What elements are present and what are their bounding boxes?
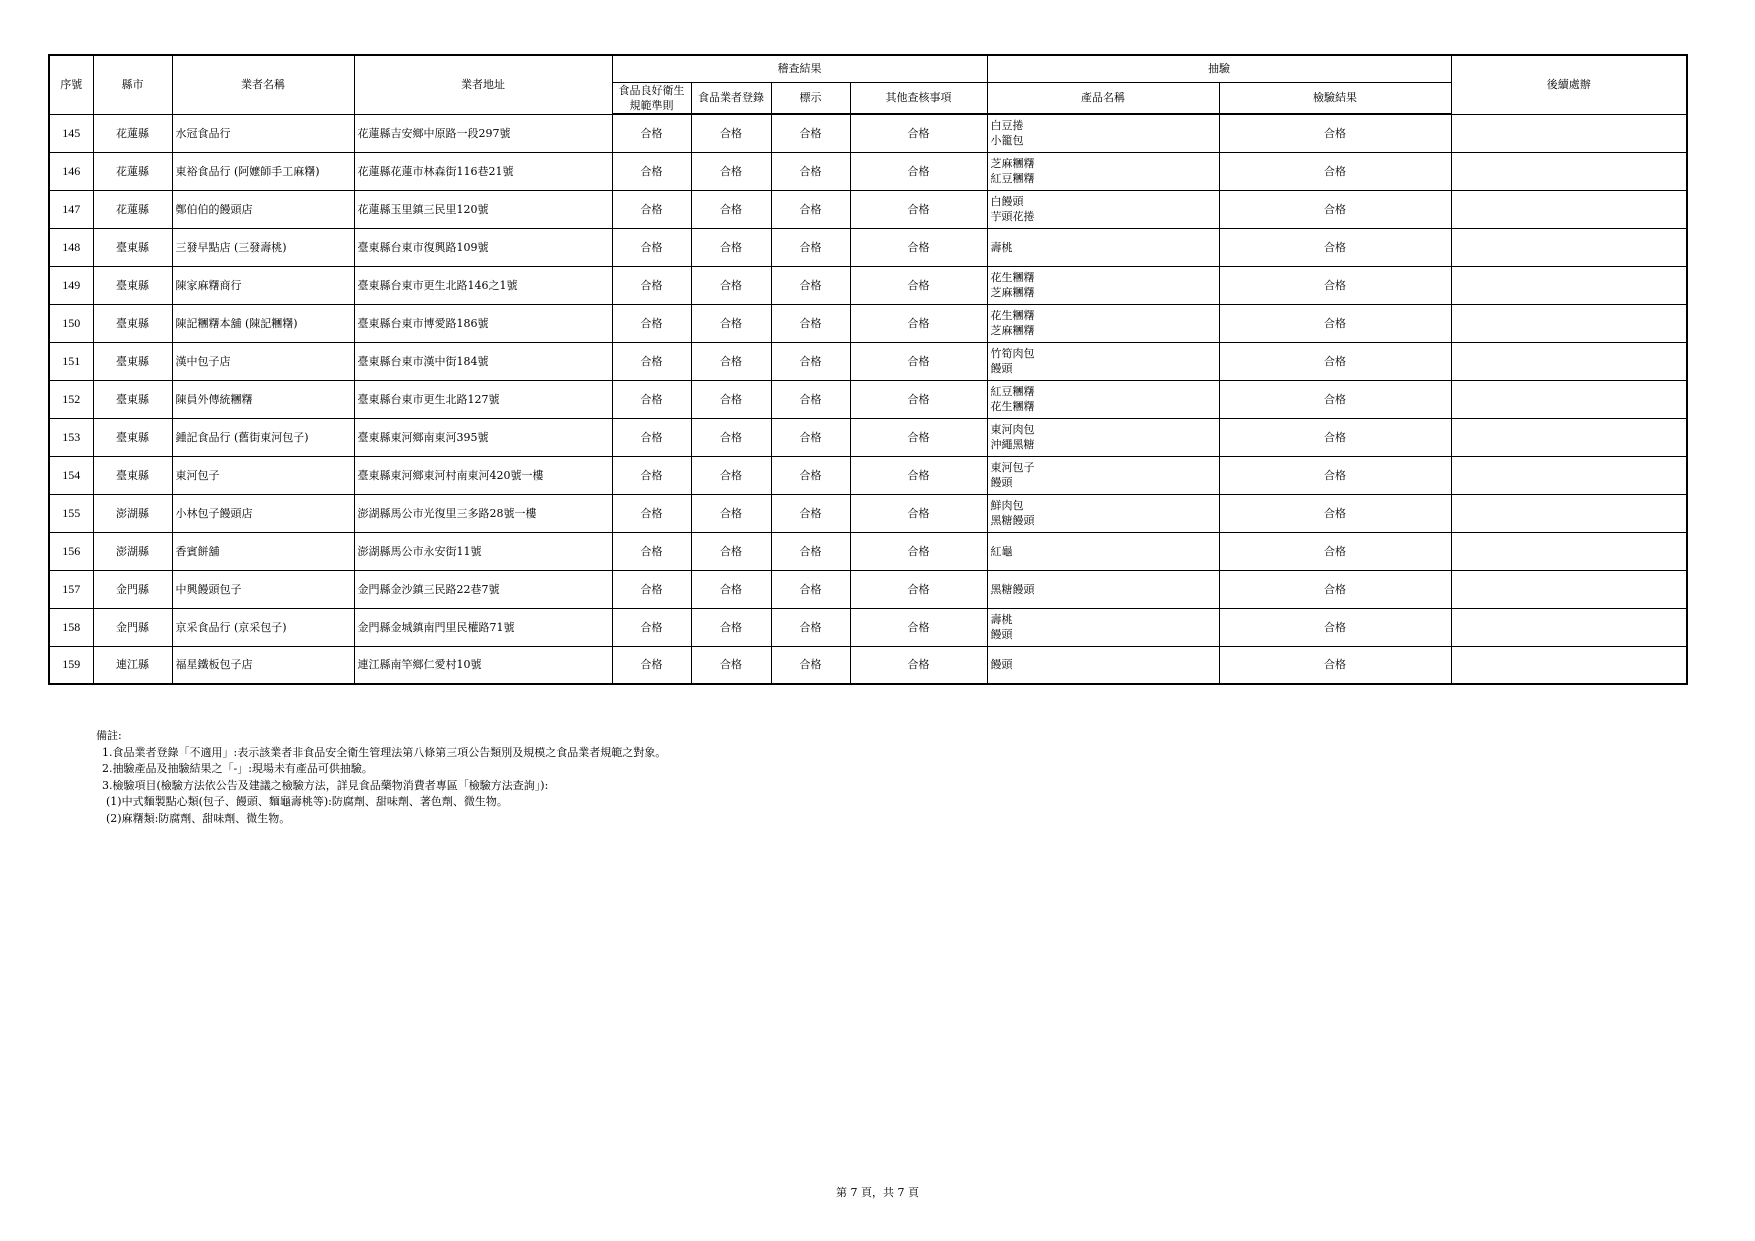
product-name: 鮮肉包	[990, 499, 1024, 512]
cell-registration: 合格	[691, 570, 771, 608]
table-body	[49, 114, 1687, 684]
cell-test-result: 合格	[1219, 532, 1451, 570]
cell-county: 金門縣	[93, 608, 172, 646]
cell-county: 連江縣	[93, 646, 172, 684]
product-name: 東河肉包	[990, 423, 1035, 436]
cell-labeling: 合格	[771, 380, 850, 418]
product-name: 紅豆糰糬	[990, 172, 1035, 185]
table-row	[49, 646, 1687, 684]
header-seq: 序號	[49, 55, 93, 114]
cell-vendor-name: 福星鐵板包子店	[172, 646, 354, 684]
cell-vendor-address: 花蓮縣花蓮市林森街116巷21號	[354, 152, 612, 190]
cell-ghp: 合格	[612, 342, 691, 380]
product-name: 饅頭	[990, 658, 1013, 672]
cell-registration: 合格	[691, 342, 771, 380]
cell-labeling: 合格	[771, 608, 850, 646]
cell-product-name	[987, 532, 1219, 570]
product-name: 沖繩黑糖	[990, 438, 1035, 451]
cell-county: 臺東縣	[93, 304, 172, 342]
cell-product-name	[987, 342, 1219, 380]
cell-product-name	[987, 228, 1219, 266]
cell-labeling: 合格	[771, 266, 850, 304]
cell-county: 花蓮縣	[93, 190, 172, 228]
cell-test-result: 合格	[1219, 266, 1451, 304]
cell-ghp: 合格	[612, 532, 691, 570]
notes	[96, 728, 666, 827]
cell-county: 臺東縣	[93, 228, 172, 266]
cell-other: 合格	[850, 570, 987, 608]
product-name: 白饅頭	[990, 195, 1024, 208]
table-row	[49, 494, 1687, 532]
cell-vendor-address: 臺東縣台東市復興路109號	[354, 228, 612, 266]
cell-test-result: 合格	[1219, 304, 1451, 342]
cell-product-name	[987, 190, 1219, 228]
cell-test-result: 合格	[1219, 114, 1451, 152]
cell-county: 花蓮縣	[93, 152, 172, 190]
header-labeling: 標示	[771, 82, 850, 114]
cell-seq: 157	[49, 570, 93, 608]
header-registration: 食品業者登錄	[691, 82, 771, 114]
cell-registration: 合格	[691, 228, 771, 266]
cell-other: 合格	[850, 190, 987, 228]
cell-follow-up	[1451, 114, 1687, 152]
table-row	[49, 456, 1687, 494]
cell-ghp: 合格	[612, 152, 691, 190]
cell-follow-up	[1451, 380, 1687, 418]
cell-vendor-address: 金門縣金城鎮南門里民權路71號	[354, 608, 612, 646]
cell-product-name	[987, 266, 1219, 304]
cell-ghp: 合格	[612, 456, 691, 494]
notes-title: 備註:	[96, 729, 122, 742]
cell-labeling: 合格	[771, 418, 850, 456]
cell-seq: 148	[49, 228, 93, 266]
cell-ghp: 合格	[612, 380, 691, 418]
cell-product-name	[987, 114, 1219, 152]
cell-registration: 合格	[691, 646, 771, 684]
cell-ghp: 合格	[612, 228, 691, 266]
cell-test-result: 合格	[1219, 456, 1451, 494]
cell-product-name	[987, 418, 1219, 456]
table-row	[49, 532, 1687, 570]
cell-other: 合格	[850, 152, 987, 190]
table-row	[49, 228, 1687, 266]
cell-vendor-address: 臺東縣台東市更生北路127號	[354, 380, 612, 418]
cell-ghp: 合格	[612, 266, 691, 304]
cell-follow-up	[1451, 532, 1687, 570]
cell-ghp: 合格	[612, 418, 691, 456]
cell-vendor-address: 臺東縣台東市博愛路186號	[354, 304, 612, 342]
cell-seq: 150	[49, 304, 93, 342]
cell-product-name	[987, 570, 1219, 608]
product-name: 芝麻糰糬	[990, 286, 1035, 299]
cell-test-result: 合格	[1219, 494, 1451, 532]
cell-county: 澎湖縣	[93, 494, 172, 532]
cell-registration: 合格	[691, 152, 771, 190]
cell-vendor-address: 花蓮縣玉里鎮三民里120號	[354, 190, 612, 228]
cell-labeling: 合格	[771, 494, 850, 532]
cell-product-name	[987, 304, 1219, 342]
cell-follow-up	[1451, 342, 1687, 380]
cell-registration: 合格	[691, 114, 771, 152]
cell-vendor-address: 花蓮縣吉安鄉中原路一段297號	[354, 114, 612, 152]
page-footer: 第 7 頁，共 7 頁	[836, 1186, 919, 1199]
cell-other: 合格	[850, 456, 987, 494]
cell-labeling: 合格	[771, 152, 850, 190]
cell-other: 合格	[850, 418, 987, 456]
table-row	[49, 152, 1687, 190]
cell-vendor-address: 金門縣金沙鎮三民路22巷7號	[354, 570, 612, 608]
cell-county: 臺東縣	[93, 380, 172, 418]
cell-vendor-name: 三發早點店 (三發壽桃)	[172, 228, 354, 266]
header-ghp: 食品良好衛生規範準則	[612, 82, 691, 114]
cell-ghp: 合格	[612, 190, 691, 228]
inspection-results-table	[48, 54, 1688, 685]
cell-ghp: 合格	[612, 646, 691, 684]
product-name: 竹筍肉包	[990, 347, 1035, 360]
product-name: 芋頭花捲	[990, 210, 1035, 223]
product-name: 饅頭	[990, 628, 1013, 641]
cell-seq: 146	[49, 152, 93, 190]
cell-registration: 合格	[691, 608, 771, 646]
cell-follow-up	[1451, 304, 1687, 342]
product-name: 壽桃	[990, 240, 1013, 254]
cell-test-result: 合格	[1219, 570, 1451, 608]
cell-follow-up	[1451, 570, 1687, 608]
cell-ghp: 合格	[612, 494, 691, 532]
cell-seq: 149	[49, 266, 93, 304]
cell-vendor-name: 鍾記食品行 (舊街東河包子)	[172, 418, 354, 456]
product-name: 黑糖饅頭	[990, 582, 1035, 596]
table-row	[49, 114, 1687, 152]
cell-test-result: 合格	[1219, 380, 1451, 418]
cell-product-name	[987, 494, 1219, 532]
cell-other: 合格	[850, 532, 987, 570]
cell-vendor-name: 東裕食品行 (阿嬤師手工麻糬)	[172, 152, 354, 190]
cell-follow-up	[1451, 152, 1687, 190]
product-name: 花生糰糬	[990, 271, 1035, 284]
cell-follow-up	[1451, 228, 1687, 266]
cell-county: 澎湖縣	[93, 532, 172, 570]
cell-seq: 159	[49, 646, 93, 684]
cell-vendor-name: 小林包子饅頭店	[172, 494, 354, 532]
cell-vendor-name: 陳家麻糬商行	[172, 266, 354, 304]
cell-other: 合格	[850, 494, 987, 532]
cell-test-result: 合格	[1219, 418, 1451, 456]
cell-seq: 154	[49, 456, 93, 494]
table-row	[49, 342, 1687, 380]
cell-county: 臺東縣	[93, 456, 172, 494]
header-sampling-group: 抽驗	[987, 55, 1451, 82]
table-row	[49, 304, 1687, 342]
cell-test-result: 合格	[1219, 190, 1451, 228]
cell-vendor-name: 香賓餅舖	[172, 532, 354, 570]
cell-labeling: 合格	[771, 114, 850, 152]
product-name: 花生糰糬	[990, 309, 1035, 322]
cell-county: 臺東縣	[93, 418, 172, 456]
product-name: 小籠包	[990, 134, 1024, 148]
cell-product-name	[987, 608, 1219, 646]
cell-vendor-address: 連江縣南竿鄉仁愛村10號	[354, 646, 612, 684]
product-name: 東河包子	[990, 461, 1035, 474]
table-row	[49, 608, 1687, 646]
cell-ghp: 合格	[612, 304, 691, 342]
product-name: 黑糖饅頭	[990, 514, 1035, 527]
table-row	[49, 266, 1687, 304]
cell-registration: 合格	[691, 190, 771, 228]
cell-labeling: 合格	[771, 570, 850, 608]
cell-test-result: 合格	[1219, 646, 1451, 684]
note-item: 2.抽驗產品及抽驗結果之「-」:現場未有產品可供抽驗。	[102, 762, 373, 775]
cell-test-result: 合格	[1219, 152, 1451, 190]
cell-vendor-name: 中興饅頭包子	[172, 570, 354, 608]
header-county: 縣市	[93, 55, 172, 114]
table-header	[49, 55, 1687, 114]
cell-other: 合格	[850, 266, 987, 304]
cell-labeling: 合格	[771, 228, 850, 266]
cell-follow-up	[1451, 608, 1687, 646]
cell-follow-up	[1451, 646, 1687, 684]
cell-vendor-name: 京采食品行 (京采包子)	[172, 608, 354, 646]
cell-ghp: 合格	[612, 608, 691, 646]
product-name: 花生糰糬	[990, 400, 1035, 413]
cell-labeling: 合格	[771, 304, 850, 342]
cell-labeling: 合格	[771, 190, 850, 228]
header-product-name: 產品名稱	[987, 82, 1219, 114]
cell-test-result: 合格	[1219, 342, 1451, 380]
cell-follow-up	[1451, 494, 1687, 532]
table-row	[49, 570, 1687, 608]
cell-vendor-address: 臺東縣台東市漢中街184號	[354, 342, 612, 380]
cell-follow-up	[1451, 418, 1687, 456]
product-name: 紅龜	[990, 544, 1013, 558]
cell-product-name	[987, 380, 1219, 418]
table-row	[49, 418, 1687, 456]
cell-other: 合格	[850, 114, 987, 152]
cell-seq: 152	[49, 380, 93, 418]
note-item: 1.食品業者登錄「不適用」:表示該業者非食品安全衛生管理法第八條第三項公告類別及規模之食品業者規範之對象。	[102, 745, 667, 759]
product-name: 芝麻糰糬	[990, 157, 1035, 170]
cell-other: 合格	[850, 304, 987, 342]
cell-test-result: 合格	[1219, 228, 1451, 266]
cell-seq: 158	[49, 608, 93, 646]
cell-vendor-name: 陳記糰糬本舖 (陳記糰糬)	[172, 304, 354, 342]
cell-seq: 151	[49, 342, 93, 380]
note-item: 3.檢驗項目(檢驗方法依公告及建議之檢驗方法，詳見食品藥物消費者專區「檢驗方法查詢」):	[102, 778, 549, 792]
product-name: 白豆捲	[990, 119, 1024, 133]
cell-registration: 合格	[691, 418, 771, 456]
cell-product-name	[987, 152, 1219, 190]
cell-county: 金門縣	[93, 570, 172, 608]
cell-registration: 合格	[691, 456, 771, 494]
cell-labeling: 合格	[771, 646, 850, 684]
cell-vendor-name: 鄭伯伯的饅頭店	[172, 190, 354, 228]
header-vendor-address: 業者地址	[354, 55, 612, 114]
cell-labeling: 合格	[771, 456, 850, 494]
product-name: 芝麻糰糬	[990, 324, 1035, 337]
cell-county: 花蓮縣	[93, 114, 172, 152]
cell-vendor-address: 臺東縣東河鄉南東河395號	[354, 418, 612, 456]
cell-vendor-name: 陳員外傳統糰糬	[172, 380, 354, 418]
cell-ghp: 合格	[612, 114, 691, 152]
cell-seq: 153	[49, 418, 93, 456]
cell-other: 合格	[850, 228, 987, 266]
cell-other: 合格	[850, 646, 987, 684]
cell-seq: 145	[49, 114, 93, 152]
cell-ghp: 合格	[612, 570, 691, 608]
cell-other: 合格	[850, 380, 987, 418]
product-name: 饅頭	[990, 476, 1013, 489]
cell-other: 合格	[850, 608, 987, 646]
cell-vendor-address: 澎湖縣馬公市光復里三多路28號一樓	[354, 494, 612, 532]
cell-follow-up	[1451, 190, 1687, 228]
header-test-result: 檢驗結果	[1219, 82, 1451, 114]
cell-other: 合格	[850, 342, 987, 380]
cell-seq: 155	[49, 494, 93, 532]
cell-vendor-name: 水冠食品行	[172, 114, 354, 152]
cell-registration: 合格	[691, 494, 771, 532]
cell-vendor-name: 東河包子	[172, 456, 354, 494]
table-row	[49, 380, 1687, 418]
cell-registration: 合格	[691, 266, 771, 304]
cell-vendor-name: 漢中包子店	[172, 342, 354, 380]
table-row	[49, 190, 1687, 228]
header-vendor-name: 業者名稱	[172, 55, 354, 114]
cell-seq: 147	[49, 190, 93, 228]
cell-registration: 合格	[691, 304, 771, 342]
cell-labeling: 合格	[771, 532, 850, 570]
note-sub-item: (1)中式麵製點心類(包子、饅頭、麵龜壽桃等):防腐劑、甜味劑、著色劑、微生物。	[106, 795, 508, 808]
cell-labeling: 合格	[771, 342, 850, 380]
cell-vendor-address: 澎湖縣馬公市永安街11號	[354, 532, 612, 570]
cell-follow-up	[1451, 266, 1687, 304]
cell-vendor-address: 臺東縣台東市更生北路146之1號	[354, 266, 612, 304]
cell-product-name	[987, 646, 1219, 684]
cell-registration: 合格	[691, 532, 771, 570]
cell-seq: 156	[49, 532, 93, 570]
product-name: 饅頭	[990, 362, 1013, 375]
cell-follow-up	[1451, 456, 1687, 494]
header-follow-up: 後續處辦	[1451, 55, 1687, 114]
cell-registration: 合格	[691, 380, 771, 418]
cell-test-result: 合格	[1219, 608, 1451, 646]
note-sub-item: (2)麻糬類:防腐劑、甜味劑、微生物。	[106, 811, 291, 825]
header-other: 其他查核事項	[850, 82, 987, 114]
header-inspection-group: 稽查結果	[612, 55, 987, 82]
product-name: 紅豆糰糬	[990, 385, 1035, 398]
cell-product-name	[987, 456, 1219, 494]
cell-county: 臺東縣	[93, 342, 172, 380]
product-name: 壽桃	[990, 613, 1013, 626]
cell-county: 臺東縣	[93, 266, 172, 304]
cell-vendor-address: 臺東縣東河鄉東河村南東河420號一樓	[354, 456, 612, 494]
